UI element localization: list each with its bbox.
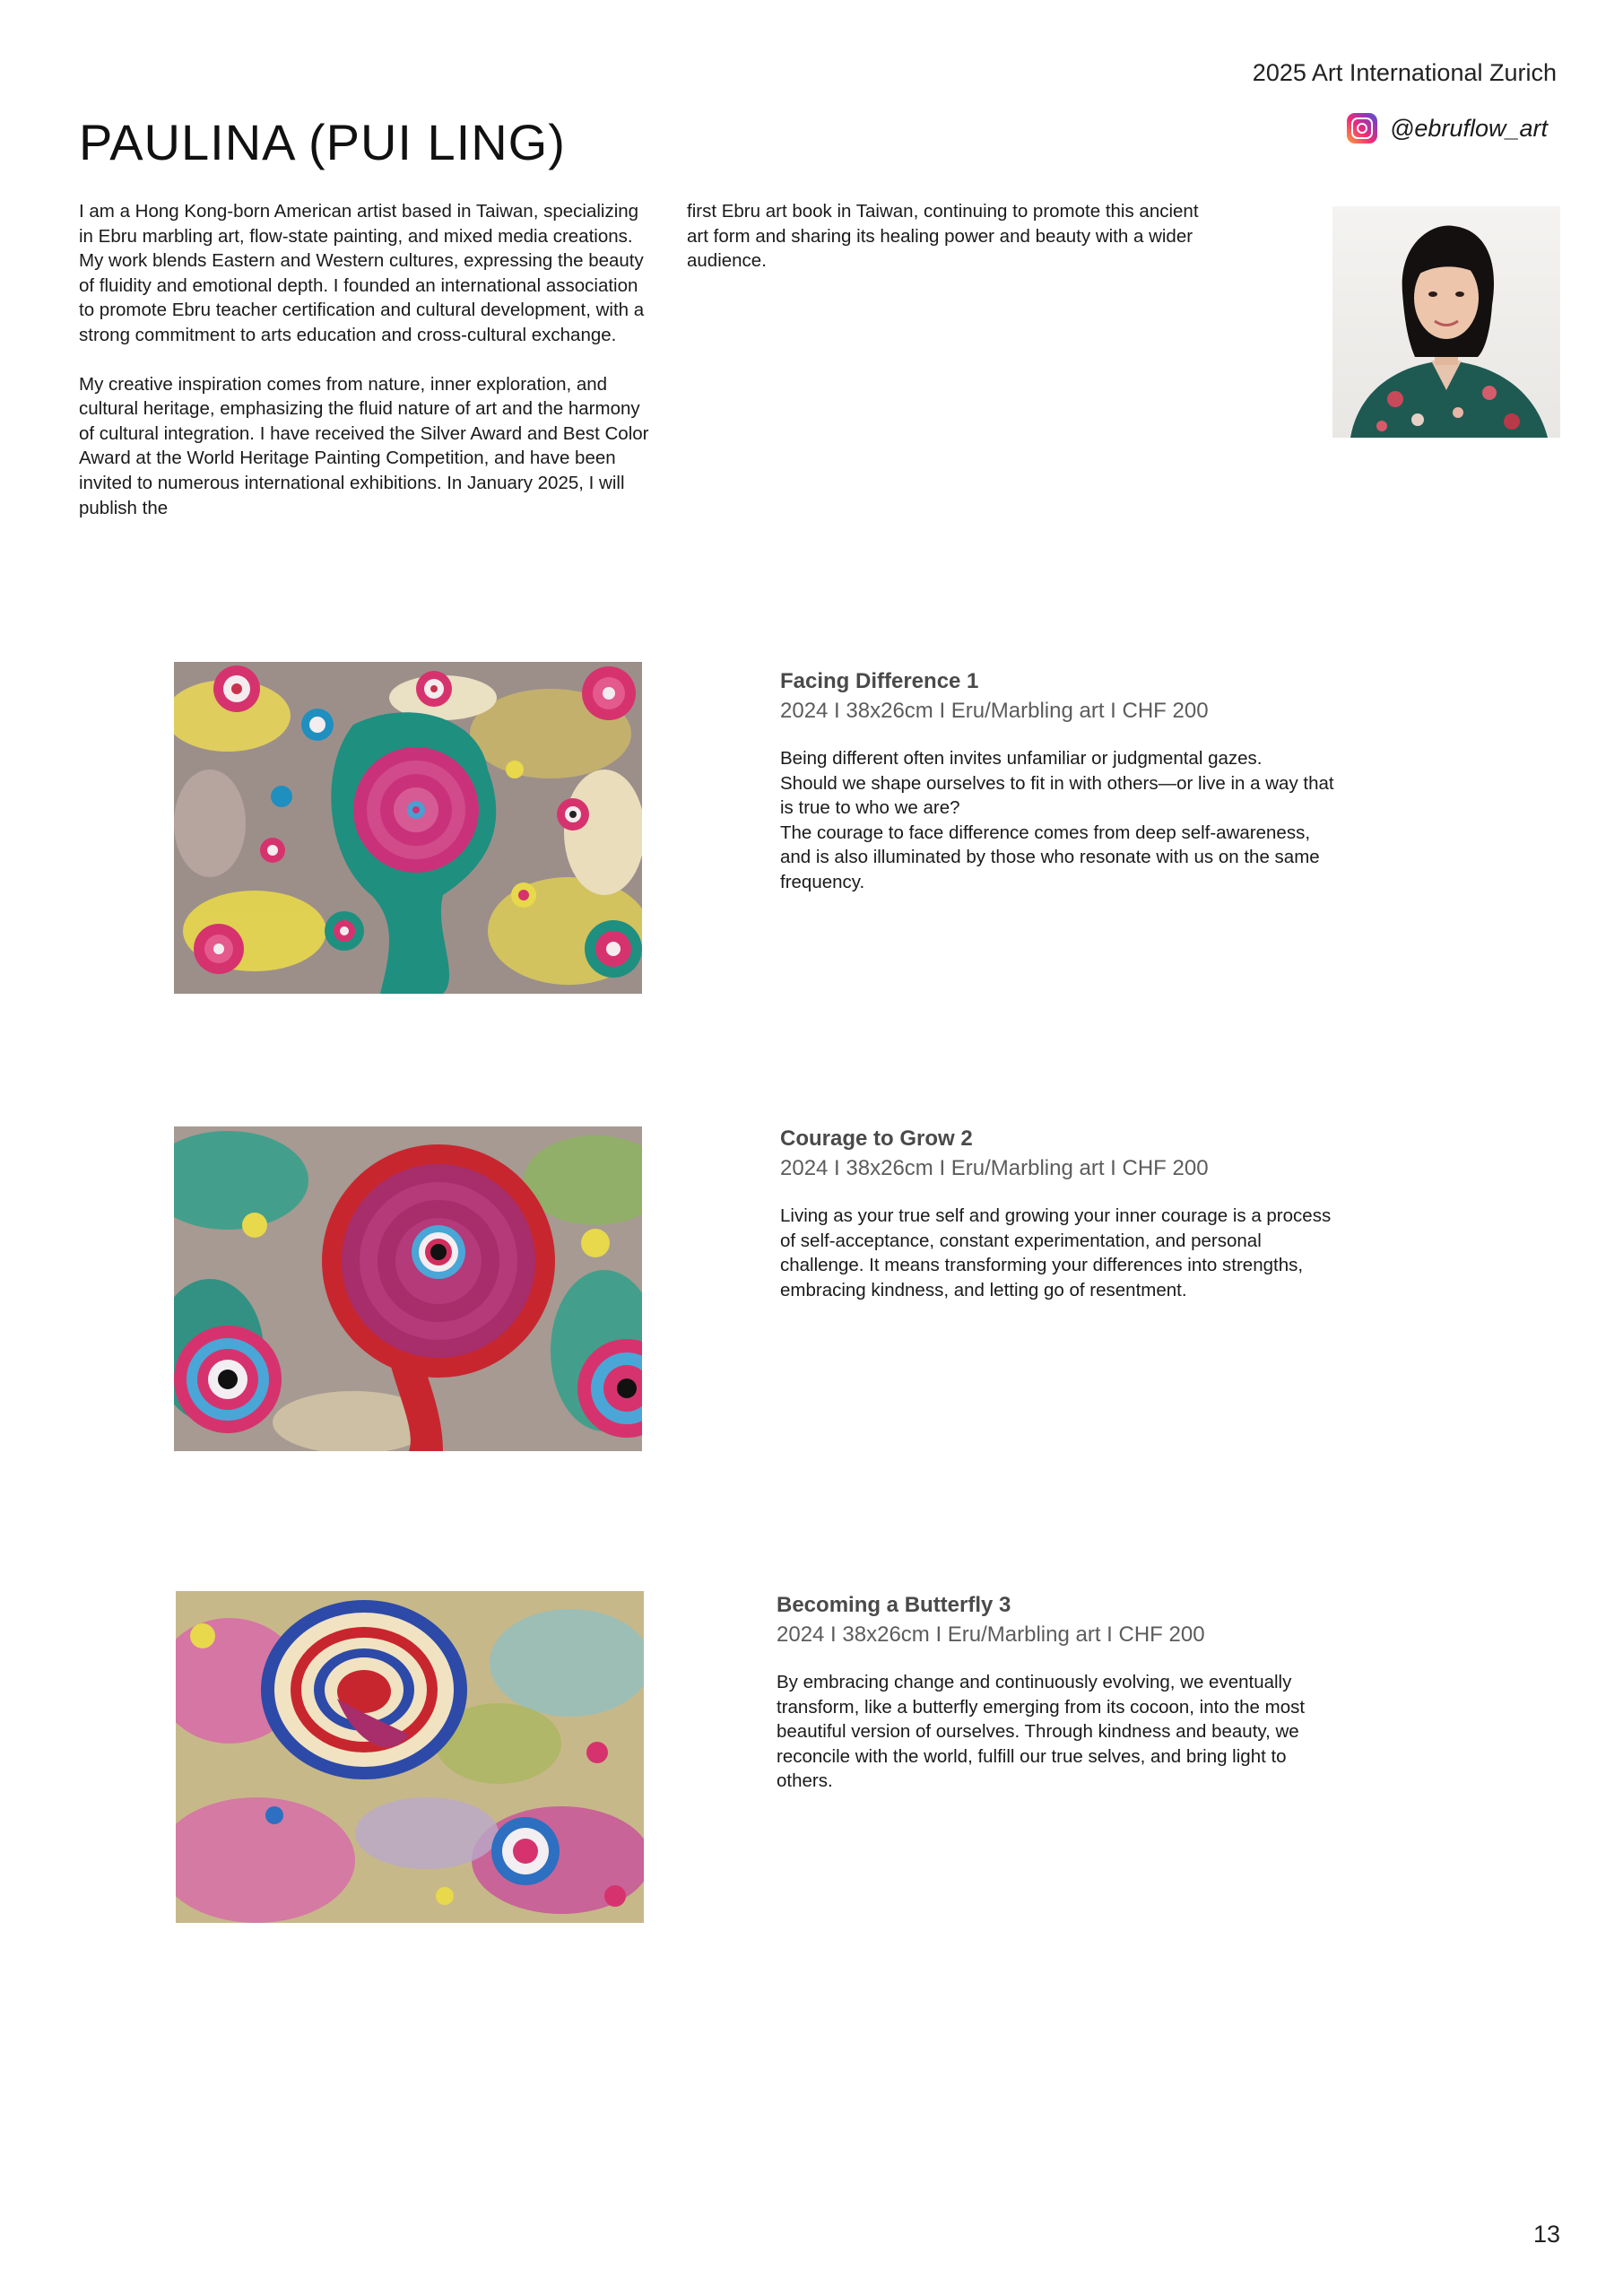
artwork-title: Courage to Grow 2 bbox=[780, 1126, 973, 1151]
artist-portrait-photo bbox=[1332, 206, 1560, 438]
artist-bio-column-2 bbox=[687, 199, 1225, 298]
artwork-description: Being different often invites unfamiliar or judgmental gazes. Should we shape ourselves to fit in with others—or live in a way that is true to who we are? The courage to face difference comes from deep self-awareness, and is also illuminated by those who resonate with us on the same frequency. bbox=[780, 748, 1334, 892]
artwork-meta: 2024 I 38x26cm I Eru/Marbling art I CHF 200 bbox=[780, 1156, 1209, 1180]
artwork-image-courage-to-grow-2 bbox=[174, 1126, 642, 1451]
artwork-caption-2 bbox=[780, 1125, 1336, 1302]
bio-paragraph: first Ebru art book in Taiwan, continuing to promote this ancient art form and sharing its healing power and beauty with a wider audience. bbox=[687, 201, 1199, 272]
artwork-image-facing-difference-1 bbox=[174, 662, 642, 994]
artwork-title: Becoming a Butterfly 3 bbox=[777, 1593, 1011, 1617]
artwork-title: Facing Difference 1 bbox=[780, 669, 979, 693]
instagram-icon bbox=[1347, 113, 1377, 144]
artwork-description: Living as your true self and growing your inner courage is a process of self-acceptance, constant experimentation, and personal challenge. It means transforming your differences into strengths, embracing kindness, and letting go of resentment. bbox=[780, 1205, 1332, 1300]
bio-paragraph: My creative inspiration comes from nature, inner exploration, and cultural heritage, emphasizing the fluid nature of art and the harmony of cultural integration. I have received the Silver Award and Best Color Award at the World Heritage Painting Competition, and have been invited to numerous international exhibitions. In January 2025, I will publish the bbox=[79, 373, 649, 518]
bio-paragraph: I am a Hong Kong-born American artist based in Taiwan, specializing in Ebru marbling art, flow-state painting, and mixed media creations. My work blends Eastern and Western cultures, expressing the beauty of fluidity and emotional depth. I founded an international association to promote Ebru teacher certification and cultural development, with a strong commitment to arts education and cross-cultural exchange. bbox=[79, 201, 645, 345]
instagram-link[interactable] bbox=[1347, 113, 1548, 144]
artwork-meta: 2024 I 38x26cm I Eru/Marbling art I CHF 200 bbox=[780, 699, 1209, 723]
artwork-caption-1 bbox=[780, 667, 1336, 895]
artist-name: PAULINA (PUI LING) bbox=[79, 114, 566, 170]
instagram-handle: @ebruflow_art bbox=[1390, 114, 1548, 142]
event-title: 2025 Art International Zurich bbox=[1252, 59, 1557, 86]
artwork-caption-3 bbox=[777, 1591, 1332, 1794]
page-number: 13 bbox=[1532, 2221, 1560, 2248]
artwork-description: By embracing change and continuously evolving, we eventually transform, like a butterfly emerging from its cocoon, into the most beautiful version of ourselves. Through kindness and beauty, we reconcile with the world, fulfill our true selves, and bring light to others. bbox=[777, 1672, 1306, 1792]
artist-bio-column-1 bbox=[79, 199, 653, 544]
artwork-meta: 2024 I 38x26cm I Eru/Marbling art I CHF 200 bbox=[777, 1622, 1205, 1647]
artwork-image-becoming-a-butterfly-3 bbox=[176, 1591, 644, 1923]
